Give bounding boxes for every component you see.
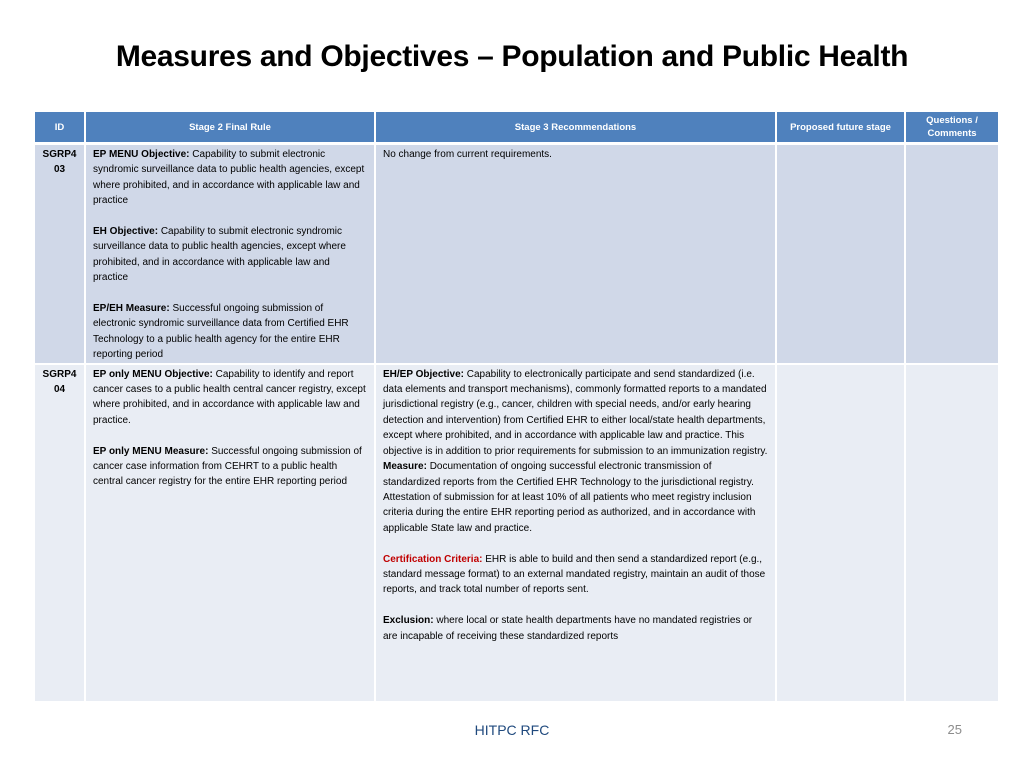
ep-eh-measure	[93, 301, 367, 363]
ep-only-measure-label: EP only MENU Measure:	[93, 445, 209, 457]
page-number: 25	[947, 722, 962, 737]
future-stage-cell	[776, 364, 905, 702]
row-id: SGRP4 04	[35, 364, 85, 702]
stage3-measure	[383, 459, 768, 536]
table-row	[35, 144, 998, 364]
ep-only-menu-objective	[93, 367, 367, 429]
eh-objective-text: Capability to submit electronic syndromic surveillance data to public health agencies, except where prohibited, and in accordance with applicable law and practice	[93, 226, 346, 284]
footer-text: HITPC RFC	[474, 722, 550, 738]
future-stage-cell	[776, 144, 905, 364]
certification-criteria-text: EHR is able to build and then send a standardized report (e.g., standard message format) to an external mandated registry, maintain an audit of those reports, and track total number of reports sent.	[383, 553, 766, 596]
eh-ep-objective-text: Capability to electronically participate and send standardized (i.e. data elements and transport mechanisms), commonly formatted reports to a mandated jurisdictional registry (e.g., cancer, children with special needs, and/or early hearing detection and intervention) from Certified EHR to either local/state health departments, except where prohibited, and in accordance with applicable law and practice. This objective is in addition to prior requirements for submission to an immunization registry.	[383, 368, 768, 457]
row-id: SGRP4 03	[35, 144, 85, 364]
certification-criteria	[383, 552, 768, 598]
ep-only-menu-measure	[93, 444, 367, 490]
header-id: ID	[35, 112, 85, 144]
header-stage2: Stage 2 Final Rule	[85, 112, 375, 144]
exclusion	[383, 613, 768, 644]
ep-eh-measure-text: Successful ongoing submission of electronic syndromic surveillance data from Certified EHR Technology to a public health agency for the entire EHR reporting period	[93, 303, 349, 361]
eh-ep-objective-label: EH/EP Objective:	[383, 368, 464, 380]
eh-objective-label: EH Objective:	[93, 226, 159, 238]
header-future-stage: Proposed future stage	[776, 112, 905, 144]
eh-objective	[93, 224, 367, 286]
stage3-measure-text: Documentation of ongoing successful electronic transmission of standardized reports from the Certified EHR Technology to the jurisdictional registry. Attestation of submission for at least 10% of all patients who meet registry inclusion criteria during the entire EHR reporting period as authorized, and in accordance with applicable State law and practice.	[383, 461, 756, 534]
ep-only-objective-text: Capability to identify and report cancer cases to a public health central cancer registry, except where prohibited, and in accordance with applicable law and practice.	[93, 368, 366, 426]
stage3-text: No change from current requirements.	[383, 149, 552, 160]
exclusion-text: where local or state health departments have no mandated registries or are incapable of receiving these standardized reports	[383, 615, 753, 642]
measures-table	[35, 112, 998, 703]
ep-menu-objective	[93, 147, 367, 209]
header-comments: Questions / Comments	[905, 112, 998, 144]
ep-menu-objective-label: EP MENU Objective:	[93, 149, 190, 160]
ep-only-measure-text: Successful ongoing submission of cancer case information from CEHRT to a public health central cancer registry for the entire EHR reporting period	[93, 445, 362, 488]
comments-cell	[905, 144, 998, 364]
eh-ep-objective	[383, 367, 768, 459]
table-header-row	[35, 112, 998, 144]
slide-title: Measures and Objectives – Population and Public Health	[115, 40, 909, 73]
stage2-cell	[85, 144, 375, 364]
ep-only-objective-label: EP only MENU Objective:	[93, 368, 213, 380]
stage3-measure-label: Measure:	[383, 461, 427, 473]
certification-criteria-label: Certification Criteria:	[383, 553, 483, 565]
header-stage3: Stage 3 Recommendations	[375, 112, 776, 144]
stage3-cell	[375, 364, 776, 702]
exclusion-label: Exclusion:	[383, 615, 434, 627]
stage3-cell	[375, 144, 776, 364]
comments-cell	[905, 364, 998, 702]
table-row	[35, 364, 998, 702]
stage2-cell	[85, 364, 375, 702]
ep-eh-measure-label: EP/EH Measure:	[93, 303, 170, 315]
ep-menu-objective-text: Capability to submit electronic syndromic surveillance data to public health agencies, except where prohibited, and in accordance with applicable law and practice	[93, 149, 365, 207]
